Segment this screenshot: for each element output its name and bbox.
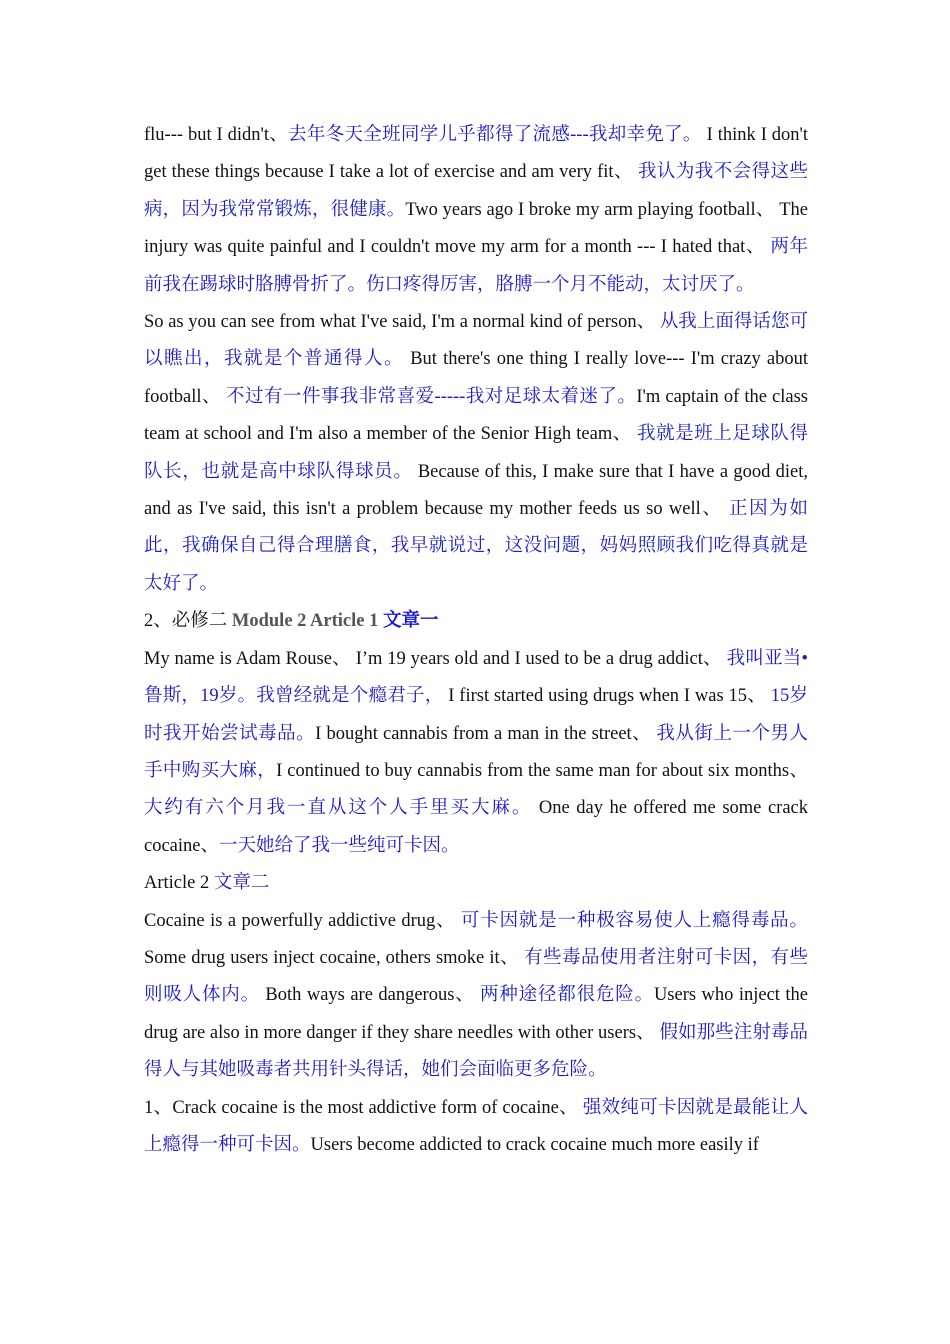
text-en: I bought cannabis from a man in the street、 — [315, 723, 657, 744]
text-en: Users become addicted to crack cocaine much more easily if — [310, 1134, 759, 1155]
text-en: Some drug users inject cocaine, others smoke it、 — [144, 947, 525, 968]
text-zh: 强效纯可卡因就是最能让人上瘾得一种可卡因。 — [144, 1097, 808, 1155]
section-heading — [144, 865, 808, 902]
text-en: Because of this, I make sure that I have a good diet, and as I've said, this isn't a problem because my mother feeds us so well、 — [144, 461, 809, 520]
text-zh: 我认为我不会得这些病，因为我常常锻炼，很健康。 — [144, 162, 808, 220]
text-zh: 15岁时我开始尝试毒品。 — [144, 686, 808, 744]
text-en: Two years ago I broke my arm playing football、 The injury was quite painful and I couldn't move my arm for a month --- I hated that、 — [144, 199, 808, 258]
text-zh: 我从街上一个男人手中购买大麻， — [144, 723, 808, 781]
text-zh: 假如那些注射毒品得人与其她吸毒者共用针头得话，她们会面临更多危险。 — [144, 1022, 808, 1081]
text-en: So as you can see from what I've said, I'm a normal kind of person、 — [144, 312, 660, 333]
paragraph — [144, 903, 808, 1090]
text-zh: 我就是班上足球队得队长，也就是高中球队得球员。 — [144, 424, 808, 482]
text-zh: 可卡因就是一种极容易使人上瘾得毒品。 — [460, 910, 808, 931]
text-zh: 两年前我在踢球时胳膊骨折了。伤口疼得厉害，胳膊一个月不能动，太讨厌了。 — [144, 237, 808, 295]
text-en: I first started using drugs when I was 15、 — [443, 686, 771, 707]
heading-en: Article 2 — [144, 873, 214, 894]
text-en: But there's one thing I really love--- I'm crazy about football、 — [144, 349, 808, 407]
text-en: One day he offered me some crack cocaine、 — [144, 798, 808, 856]
text-en: 1、Crack cocaine is the most addictive form of cocaine、 — [144, 1097, 583, 1118]
text-zh: 两种途径都很危险。 — [480, 985, 654, 1006]
text-zh: 去年冬天全班同学儿乎都得了流感---我却幸免了。 — [288, 125, 702, 145]
paragraph — [144, 641, 808, 865]
text-zh: 一天她给了我一些纯可卡因。 — [219, 835, 460, 856]
heading-prefix: 2、必修二 — [144, 611, 232, 632]
text-zh: 有些毒品使用者注射可卡因，有些则吸人体内。 — [144, 947, 808, 1006]
text-en: My name is Adam Rouse、 I’m 19 years old and I used to be a drug addict、 — [144, 648, 727, 669]
text-zh: 不过有一件事我非常喜爱-----我对足球太着迷了。 — [226, 386, 637, 407]
text-en: I think I don't get these things because I take a lot of exercise and am very fit、 — [144, 125, 809, 183]
text-en: I continued to buy cannabis from the same man for about six months、 — [276, 760, 808, 781]
text-zh: 正因为如此，我确保自己得合理膳食，我早就说过，这没问题，妈妈照顾我们吃得真就是太好了。 — [144, 499, 808, 594]
heading-module: Module 2 Article 1 — [231, 611, 383, 632]
text-zh: 从我上面得话您可以瞧出，我就是个普通得人。 — [144, 312, 808, 370]
paragraph — [144, 1090, 808, 1165]
heading-zh: 文章二 — [213, 873, 270, 894]
text-zh: 我叫亚当•鲁斯，19岁。我曾经就是个瘾君子， — [144, 648, 808, 707]
document-page — [144, 117, 808, 1164]
text-en: Users who inject the drug are also in more danger if they share needles with other users、 — [144, 985, 808, 1043]
text-en: I'm captain of the class team at school and I'm also a member of the Senior High team、 — [144, 386, 808, 445]
text-zh: 大约有六个月我一直从这个人手里买大麻。 — [144, 798, 533, 819]
text-en: Cocaine is a powerfully addictive drug、 — [144, 910, 461, 931]
text-en: flu--- but I didn't、 — [144, 125, 289, 145]
heading-zh: 文章一 — [382, 611, 439, 632]
section-heading — [144, 603, 808, 640]
paragraph — [144, 304, 808, 603]
text-en: Both ways are dangerous、 — [259, 985, 480, 1006]
paragraph — [144, 117, 808, 304]
